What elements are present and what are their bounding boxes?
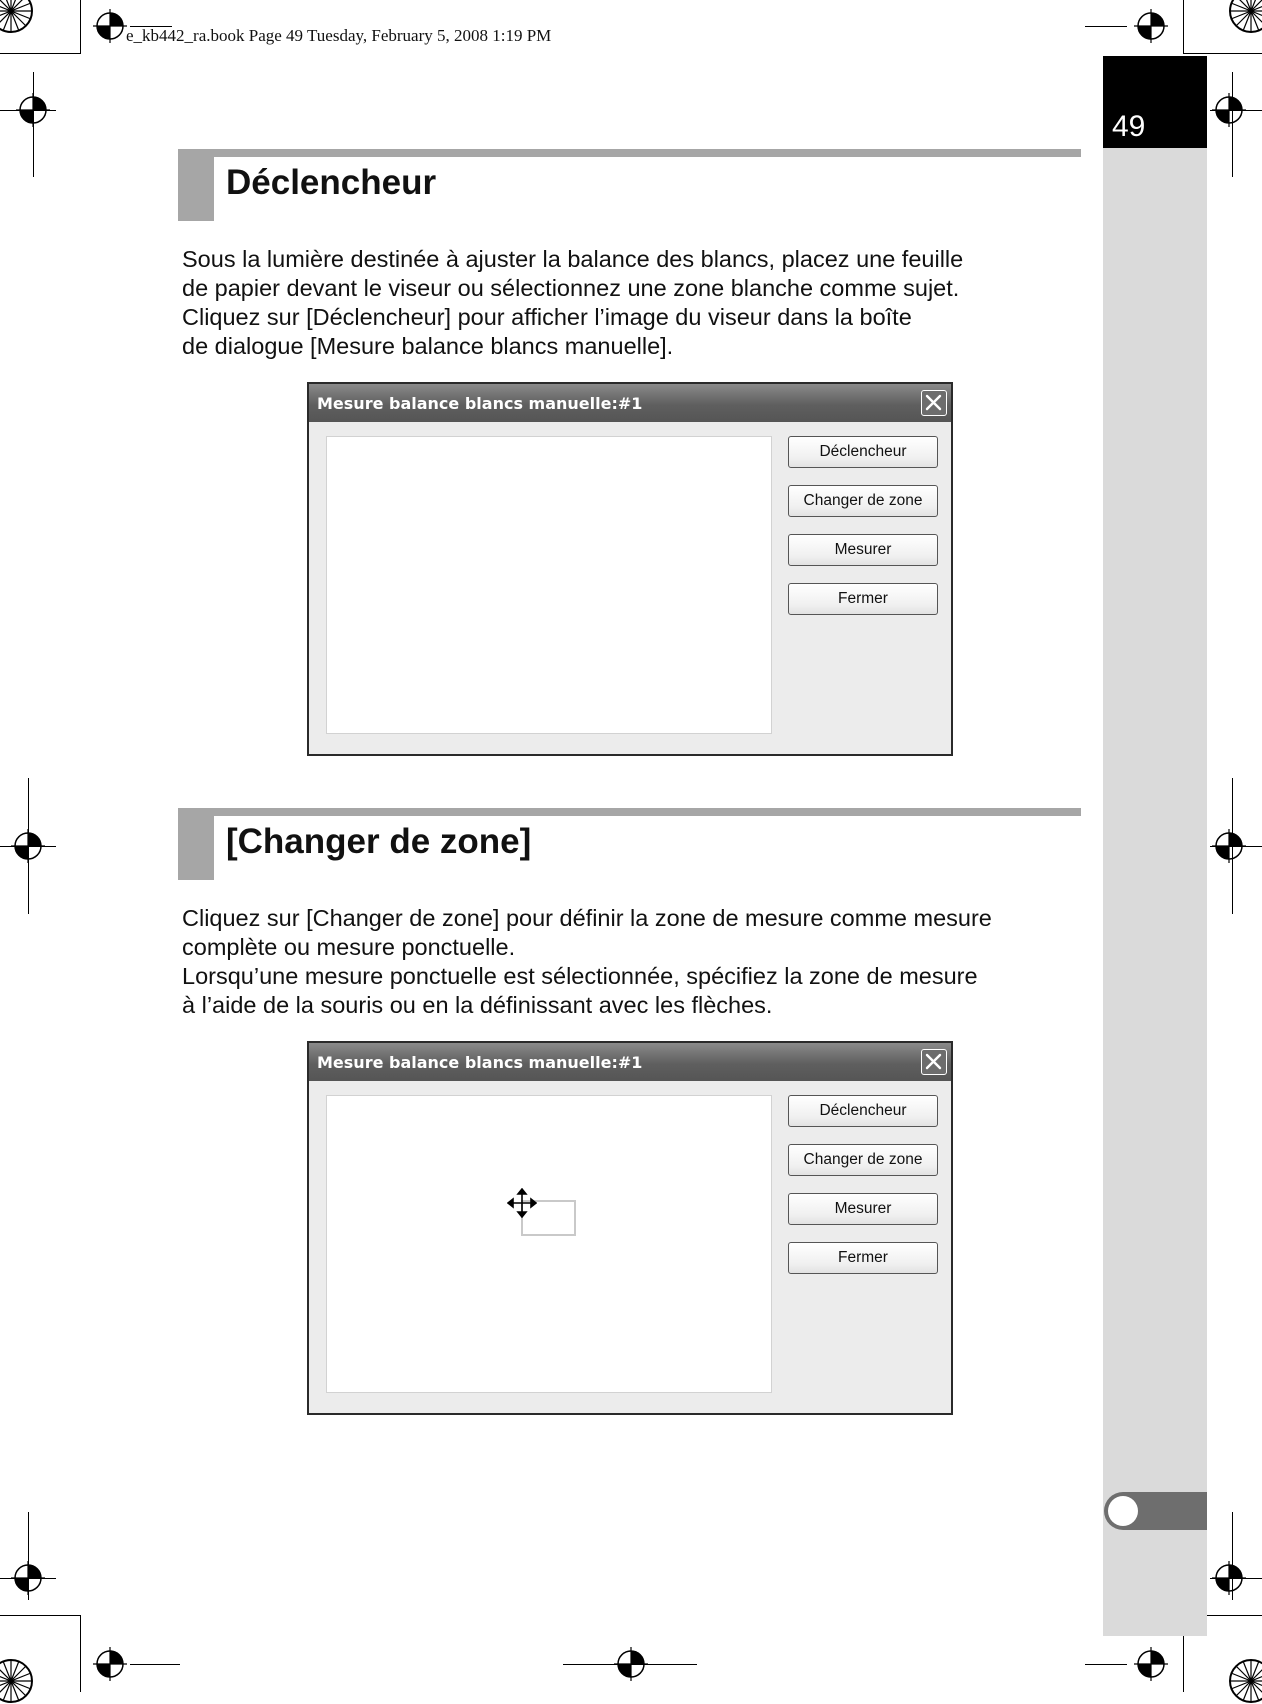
body-line: de dialogue [Mesure balance blancs manuelle]. (182, 333, 674, 359)
dialog-titlebar[interactable] (309, 384, 951, 422)
viewfinder-preview[interactable] (326, 1095, 772, 1393)
registration-mark-icon (11, 1561, 45, 1595)
fermer-button[interactable]: Fermer (788, 1242, 938, 1274)
registration-mark-icon (16, 93, 50, 127)
white-balance-dialog (307, 382, 953, 756)
mesurer-button[interactable]: Mesurer (788, 1193, 938, 1225)
white-balance-dialog (307, 1041, 953, 1415)
viewfinder-preview[interactable] (326, 436, 772, 734)
registration-mark-icon (1134, 9, 1168, 43)
heading-bar (178, 808, 1081, 816)
section-title: Déclencheur (226, 163, 437, 202)
declencheur-button[interactable]: Déclencheur (788, 436, 938, 468)
mesurer-button[interactable]: Mesurer (788, 534, 938, 566)
corner-sunburst-icon (1228, 1658, 1262, 1704)
body-line: Cliquez sur [Changer de zone] pour définir la zone de mesure comme mesure (182, 905, 992, 931)
close-x-icon (922, 391, 945, 414)
registration-mark-icon (1212, 1561, 1246, 1595)
chapter-indicator-dot (1108, 1496, 1138, 1526)
changer-de-zone-button[interactable]: Changer de zone (788, 485, 938, 517)
heading-block (178, 149, 214, 221)
body-line: complète ou mesure ponctuelle. (182, 934, 516, 960)
section-heading-declencheur (178, 149, 1081, 221)
section-heading-changer-de-zone (178, 808, 1081, 880)
registration-mark-icon (93, 9, 127, 43)
section-title: [Changer de zone] (226, 822, 532, 861)
body-line: Lorsqu’une mesure ponctuelle est sélectionnée, spécifiez la zone de mesure (182, 963, 978, 989)
side-band (1103, 56, 1207, 1636)
registration-mark-icon (1212, 829, 1246, 863)
fermer-button[interactable]: Fermer (788, 583, 938, 615)
corner-sunburst-icon (0, 1658, 34, 1704)
page-number: 49 (1112, 110, 1146, 143)
chapter-indicator (1104, 1492, 1207, 1530)
dialog-title: Mesure balance blancs manuelle:#1 (317, 1053, 643, 1072)
dialog-titlebar[interactable] (309, 1043, 951, 1081)
registration-mark-icon (1212, 93, 1246, 127)
body-line: Sous la lumière destinée à ajuster la balance des blancs, placez une feuille (182, 246, 964, 272)
declencheur-button[interactable]: Déclencheur (788, 1095, 938, 1127)
print-header: e_kb442_ra.book Page 49 Tuesday, February 5, 2008 1:19 PM (126, 26, 552, 45)
move-cursor-icon (507, 1188, 537, 1218)
registration-mark-icon (614, 1647, 648, 1681)
registration-mark-icon (1134, 1647, 1168, 1681)
heading-bar (178, 149, 1081, 157)
registration-mark-icon (11, 829, 45, 863)
close-button[interactable] (921, 390, 947, 416)
body-line: à l’aide de la souris ou en la définissant avec les flèches. (182, 992, 773, 1018)
changer-de-zone-button[interactable]: Changer de zone (788, 1144, 938, 1176)
close-button[interactable] (921, 1049, 947, 1075)
section-body (182, 904, 1082, 1020)
corner-sunburst-icon (1228, 0, 1262, 34)
close-x-icon (922, 1050, 945, 1073)
body-line: de papier devant le viseur ou sélectionnez une zone blanche comme sujet. (182, 275, 960, 301)
corner-sunburst-icon (0, 0, 34, 34)
dialog-title: Mesure balance blancs manuelle:#1 (317, 394, 643, 413)
registration-mark-icon (93, 1647, 127, 1681)
heading-block (178, 808, 214, 880)
section-body (182, 245, 1082, 361)
body-line: Cliquez sur [Déclencheur] pour afficher l’image du viseur dans la boîte (182, 304, 912, 330)
